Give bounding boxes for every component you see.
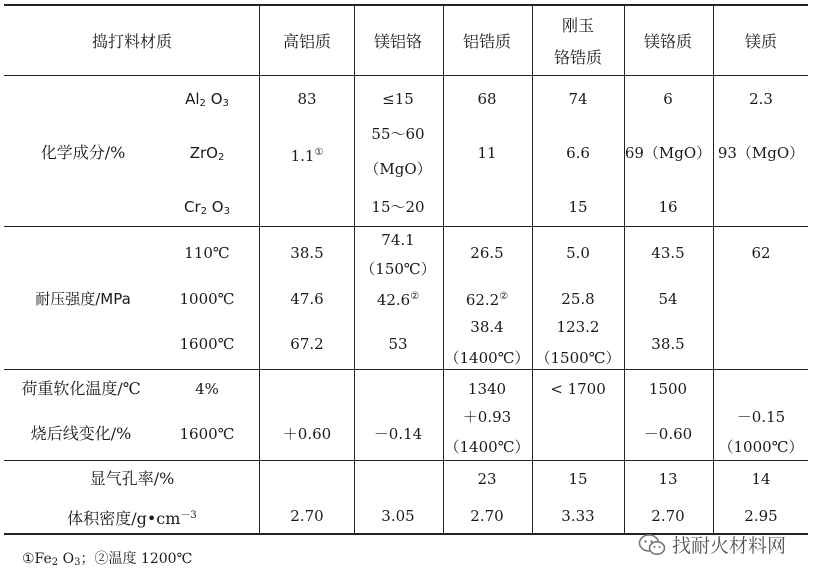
temp-1000: 1000℃: [179, 290, 235, 308]
s1600-al-zr: 38.4: [470, 318, 504, 336]
density-magnesia: 2.95: [744, 507, 778, 525]
density-mg-cr: 2.70: [651, 507, 685, 525]
vrule-5: [624, 5, 625, 534]
formula-cr2o3: $Cr_2$ $O_3$: [184, 198, 230, 217]
linear-mg-al-cr: －0.14: [373, 425, 423, 443]
density-corundum-cr-zr: 3.33: [561, 507, 595, 525]
s1000-mg-al-cr-value: 42.6: [376, 291, 411, 309]
zro2-mg-cr: 69（MgO）: [624, 144, 712, 162]
al2o3-mg-cr: 6: [663, 90, 673, 108]
rule-strength: [4, 369, 808, 370]
softening-al-zr: 1340: [467, 380, 507, 398]
strength-label: 耐压强度/MPa: [35, 290, 131, 308]
header-mg-al-cr: 镁铝铬: [373, 32, 423, 51]
temp-1600: 1600℃: [179, 335, 235, 353]
footnote-mark-2b: ②: [499, 291, 509, 302]
porosity-corundum-cr-zr: 15: [568, 470, 588, 488]
zro2-mg-al-cr: 55～60: [371, 125, 425, 143]
al2o3-al-zr: 68: [477, 90, 497, 108]
linear-high-alumina: ＋0.60: [282, 425, 332, 443]
formula-al2o3: $Al_2$ $O_3$: [185, 90, 229, 109]
temp-110: 110℃: [184, 244, 230, 262]
rule-header: [4, 75, 808, 76]
footnote-mark-1: ①: [314, 147, 324, 158]
cr2o3-mg-al-cr: 15～20: [371, 198, 425, 216]
cr2o3-mg-cr: 16: [658, 198, 678, 216]
zro2-corundum-cr-zr: 6.6: [566, 144, 590, 162]
linear-mg-cr: －0.60: [643, 425, 693, 443]
s1600-mg-al-cr: 53: [388, 335, 408, 353]
linear-al-zr: ＋0.93: [462, 408, 512, 426]
cr2o3-corundum-cr-zr: 15: [568, 198, 588, 216]
rule-chem: [4, 226, 808, 227]
s110-mg-al-cr-note: （150℃）: [360, 260, 436, 278]
watermark-text: 找耐火材料网: [672, 535, 787, 557]
linear-temp: 1600℃: [179, 425, 235, 443]
s1600-high-alumina: 67.2: [290, 335, 324, 353]
s1000-high-alumina: 47.6: [290, 290, 324, 308]
s1000-mg-al-cr: [377, 288, 419, 309]
s110-magnesia: 62: [751, 244, 771, 262]
vrule-6: [713, 5, 714, 534]
chem-label: 化学成分/%: [40, 143, 126, 162]
density-label-text: 体积密度/g•cm: [67, 509, 181, 528]
al2o3-corundum-cr-zr: 74: [568, 90, 588, 108]
formula-zro2: ZrO$_2$: [189, 144, 225, 163]
s1000-al-zr-value: 62.2: [465, 291, 500, 309]
density-al-zr: 2.70: [470, 507, 504, 525]
header-al-zr: 铝锆质: [462, 32, 512, 51]
softening-corundum-cr-zr: < 1700: [550, 380, 606, 398]
s1600-mg-cr: 38.5: [651, 335, 685, 353]
s110-high-alumina: 38.5: [290, 244, 324, 262]
s110-mg-al-cr: 74.1: [381, 231, 415, 249]
al2o3-magnesia: 2.3: [749, 90, 773, 108]
linear-magnesia: －0.15: [736, 408, 786, 426]
rule-linear: [4, 460, 808, 461]
porosity-magnesia: 14: [751, 470, 771, 488]
zro2-high-alumina: [291, 144, 324, 165]
header-magnesia: 镁质: [744, 32, 778, 51]
s110-al-zr: 26.5: [470, 244, 504, 262]
header-cr-zr: 铬锆质: [553, 48, 603, 67]
density-label: 体积密度$/g•cm^{-3}$: [67, 509, 197, 528]
s110-mg-cr: 43.5: [651, 244, 685, 262]
s1000-corundum-cr-zr: 25.8: [561, 290, 595, 308]
watermark: [638, 531, 786, 558]
zro2-magnesia: 93（MgO）: [717, 144, 805, 162]
s1000-mg-cr: 54: [658, 290, 678, 308]
footnote-mark-2a: ②: [410, 291, 420, 302]
s1000-al-zr: [466, 288, 508, 309]
softening-label: 荷重软化温度/℃: [21, 379, 141, 398]
s1600-al-zr-note: （1400℃）: [444, 349, 530, 367]
softening-percent: 4%: [195, 380, 219, 398]
density-high-alumina: 2.70: [290, 507, 324, 525]
s1600-corundum-cr-zr: 123.2: [556, 318, 600, 336]
vrule-1: [259, 5, 260, 534]
porosity-al-zr: 23: [477, 470, 497, 488]
s110-corundum-cr-zr: 5.0: [566, 244, 590, 262]
porosity-mg-cr: 13: [658, 470, 678, 488]
linear-magnesia-note: （1000℃）: [718, 438, 804, 456]
density-mg-al-cr: 3.05: [381, 507, 415, 525]
linear-change-label: 烧后线变化/%: [30, 424, 132, 443]
vrule-4: [532, 5, 533, 534]
s1600-corundum-cr-zr-note: （1500℃）: [535, 349, 621, 367]
header-mg-cr: 镁铬质: [643, 32, 693, 51]
wechat-icon: [638, 533, 666, 557]
softening-mg-cr: 1500: [648, 380, 688, 398]
zro2-high-alumina-value: 1.1: [290, 147, 315, 165]
header-high-alumina: 高铝质: [282, 32, 332, 51]
footnote-text: ；②温度 1200℃: [80, 551, 193, 567]
al2o3-high-alumina: 83: [297, 90, 317, 108]
zro2-mg-al-cr-note: （MgO）: [364, 160, 432, 178]
linear-al-zr-note: （1400℃）: [444, 438, 530, 456]
zro2-al-zr: 11: [477, 144, 497, 162]
rule-top: [4, 4, 808, 6]
al2o3-mg-al-cr: ≤15: [382, 90, 414, 108]
header-corundum: 刚玉: [561, 16, 595, 35]
porosity-label: 显气孔率/%: [89, 469, 175, 488]
vrule-2: [354, 5, 355, 534]
header-material: 捣打料材质: [91, 32, 173, 51]
footnote: $①Fe_2$ $O_3$；②温度 1200℃: [22, 551, 193, 568]
